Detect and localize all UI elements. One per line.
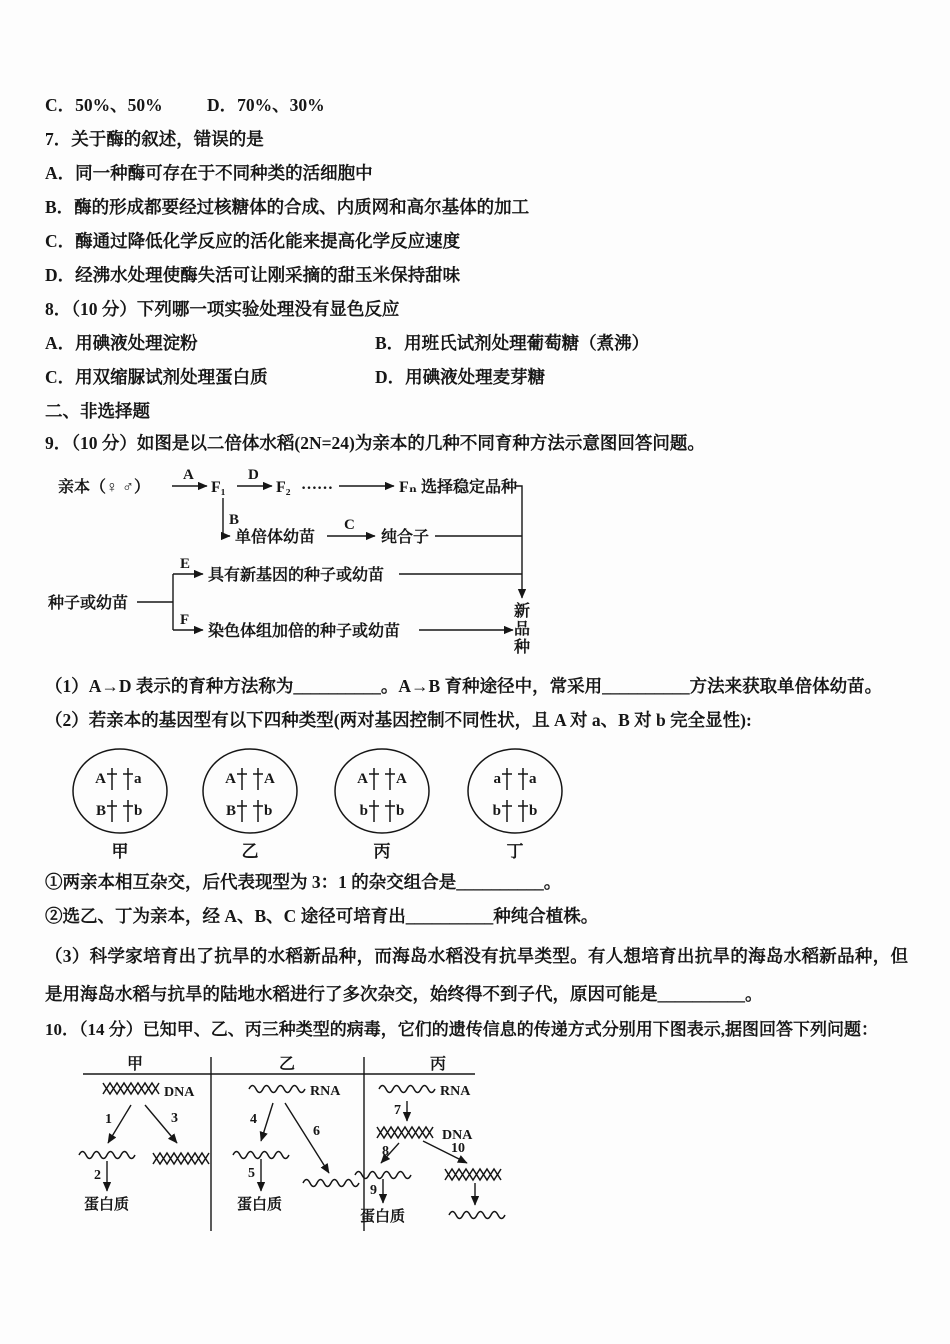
genotype-cell-ding	[468, 749, 562, 861]
arrow-8-label: 8	[382, 1144, 389, 1159]
step-d-label: D	[248, 467, 259, 483]
q8-option-a: A．用碘液处理淀粉	[45, 333, 198, 353]
arrow-2-label: 2	[94, 1168, 101, 1183]
cell-outline	[73, 749, 167, 833]
rna-strand	[379, 1086, 435, 1093]
arrow-5-label: 5	[248, 1166, 255, 1181]
stable-variety-label: 选择稳定品种	[421, 479, 518, 496]
yi-rna-label: RNA	[310, 1084, 341, 1099]
arrow-7-label: 7	[394, 1103, 401, 1118]
right-bracket-arrow	[515, 486, 522, 598]
panel-jia	[79, 1083, 209, 1213]
col-title-bing: 丙	[429, 1056, 447, 1073]
doubled-label: 染色体组加倍的种子或幼苗	[208, 623, 401, 640]
step-f-label: F	[180, 612, 190, 628]
step-b-label: B	[229, 512, 240, 528]
q9-sub2: （2）若亲本的基因型有以下四种类型(两对基因控制不同性状，且 A 对 a、B 对 b 完全显性):	[45, 710, 752, 730]
q6-option-c: C．50%、50%	[45, 95, 163, 115]
arrow-6	[285, 1103, 329, 1173]
q9-stem: 9．（10 分）如图是以二倍体水稻(2N=24)为亲本的几种不同育种方法示意图回答问题。	[45, 433, 705, 453]
q8-option-d: D．用碘液处理麦芽糖	[375, 367, 546, 387]
arrow-1-label: 1	[105, 1112, 112, 1127]
allele-bottom-right: b	[529, 803, 538, 819]
f1-label: F₁	[211, 479, 226, 496]
q9-sub3: （3）科学家培育出了抗旱的水稻新品种，而海岛水稻没有抗旱类型。有人想培育出抗旱的海岛水稻新品种，但是用海岛水稻与抗旱的陆地水稻进行了多次杂交，始终得不到子代，原因可能是__________。	[45, 946, 908, 1004]
homozygote-label: 纯合子	[381, 529, 430, 546]
q8-option-c: C．用双缩脲试剂处理蛋白质	[45, 367, 268, 387]
new-variety-char-1: 新	[513, 603, 531, 620]
bing-rna-label: RNA	[440, 1084, 471, 1099]
yi-protein-label: 蛋白质	[237, 1197, 283, 1213]
q8-stem: 8．（10 分）下列哪一项实验处理没有显色反应	[45, 299, 400, 319]
allele-top-left: a	[493, 771, 501, 787]
jia-protein-label: 蛋白质	[84, 1197, 130, 1213]
q8-options-row1	[45, 326, 908, 360]
allele-top-right: a	[134, 771, 142, 787]
breeding-methods-diagram	[45, 458, 590, 663]
arrow-10-label: 10	[451, 1141, 465, 1156]
arrow-9-label: 9	[370, 1183, 377, 1198]
step-e-label: E	[180, 556, 191, 572]
q9-sub1: （1）A→D 表示的育种方法称为__________。A→B 育种途径中，常采用__________方法来获取单倍体幼苗。	[45, 676, 883, 696]
step-c-label: C	[344, 517, 355, 533]
dots-label: ……	[301, 476, 333, 493]
q10-stem: 10．（14 分）已知甲、乙、丙三种类型的病毒，它们的遗传信息的传递方式分别用下图表示,据图回答下列问题：	[45, 1020, 878, 1039]
jia-dna-label: DNA	[164, 1085, 195, 1100]
col-title-yi: 乙	[278, 1056, 296, 1073]
cell-outline	[203, 749, 297, 833]
dna-strand	[103, 1083, 159, 1094]
arrow-4	[261, 1103, 273, 1141]
section2-title: 二、非选择题	[45, 401, 150, 421]
q8-options-row2	[45, 360, 908, 394]
step-a-label: A	[183, 467, 194, 483]
allele-top-right: A	[264, 771, 275, 787]
allele-top-left: A	[95, 771, 106, 787]
cell-label: 丙	[373, 842, 391, 861]
seed-label: 种子或幼苗	[48, 595, 129, 612]
new-gene-label: 具有新基因的种子或幼苗	[208, 567, 385, 584]
col-title-jia: 甲	[126, 1056, 144, 1073]
rna-strand-2	[303, 1180, 359, 1187]
parents-label: 亲本（♀ ♂）	[58, 479, 151, 496]
dna-strand	[377, 1127, 433, 1138]
q9-circ2: ②选乙、丁为亲本，经 A、B、C 途径可培育出__________种纯合植株。	[45, 906, 599, 926]
dna-copy-strand	[445, 1169, 501, 1180]
allele-bottom-right: b	[134, 803, 143, 819]
allele-top-right: A	[396, 771, 407, 787]
allele-top-right: a	[529, 771, 537, 787]
rna-strand	[79, 1152, 135, 1159]
genotype-cell-jia	[73, 749, 167, 861]
allele-bottom-left: b	[359, 803, 368, 819]
genotype-cell-yi	[203, 749, 297, 861]
cell-outline	[335, 749, 429, 833]
panel-yi	[233, 1084, 359, 1213]
arrow-6-label: 6	[313, 1124, 320, 1139]
allele-top-left: A	[225, 771, 236, 787]
q7-stem: 7．关于酶的叙述，错误的是	[45, 129, 264, 149]
allele-bottom-left: B	[95, 803, 106, 819]
rna-strand-2	[449, 1212, 505, 1219]
allele-bottom-right: b	[396, 803, 405, 819]
cell-label: 乙	[241, 842, 259, 861]
allele-top-left: A	[357, 771, 368, 787]
cell-outline	[468, 749, 562, 833]
q9-circ1: ①两亲本相互杂交，后代表现型为 3：1 的杂交组合是__________。	[45, 872, 562, 892]
q8-option-b: B．用班氏试剂处理葡萄糖（煮沸）	[375, 333, 650, 353]
haploid-label: 单倍体幼苗	[235, 529, 316, 546]
q7-option-a: A．同一种酶可存在于不同种类的活细胞中	[45, 163, 373, 183]
q7-option-c: C．酶通过降低化学反应的活化能来提高化学反应速度	[45, 231, 461, 251]
bing-protein-label: 蛋白质	[360, 1209, 406, 1225]
arrow-3-label: 3	[171, 1111, 178, 1126]
q7-option-b: B．酶的形成都要经过核糖体的合成、内质网和高尔基体的加工	[45, 197, 530, 217]
allele-bottom-right: b	[264, 803, 273, 819]
bing-dna-label: DNA	[442, 1128, 473, 1143]
genotype-diagram	[45, 745, 590, 863]
new-variety-char-3: 种	[513, 639, 531, 656]
q6-options-row	[45, 88, 908, 122]
allele-bottom-left: B	[225, 803, 236, 819]
allele-bottom-left: b	[492, 803, 501, 819]
fn-label: Fₙ	[399, 479, 418, 496]
cell-label: 甲	[111, 842, 129, 861]
new-variety-char-2: 品	[513, 621, 531, 638]
dna-copy-strand	[153, 1153, 209, 1164]
genotype-cell-bing	[335, 749, 429, 861]
arrow-4-label: 4	[250, 1112, 257, 1127]
rna-copy-strand	[233, 1152, 289, 1159]
q7-option-d: D．经沸水处理使酶失活可让刚采摘的甜玉米保持甜味	[45, 265, 461, 285]
rna-strand	[249, 1086, 305, 1093]
virus-info-flow-diagram	[63, 1055, 543, 1237]
q6-option-d: D．70%、30%	[207, 95, 325, 115]
cell-label: 丁	[506, 842, 524, 861]
panel-bing	[355, 1084, 505, 1225]
f2-label: F₂	[276, 479, 291, 496]
